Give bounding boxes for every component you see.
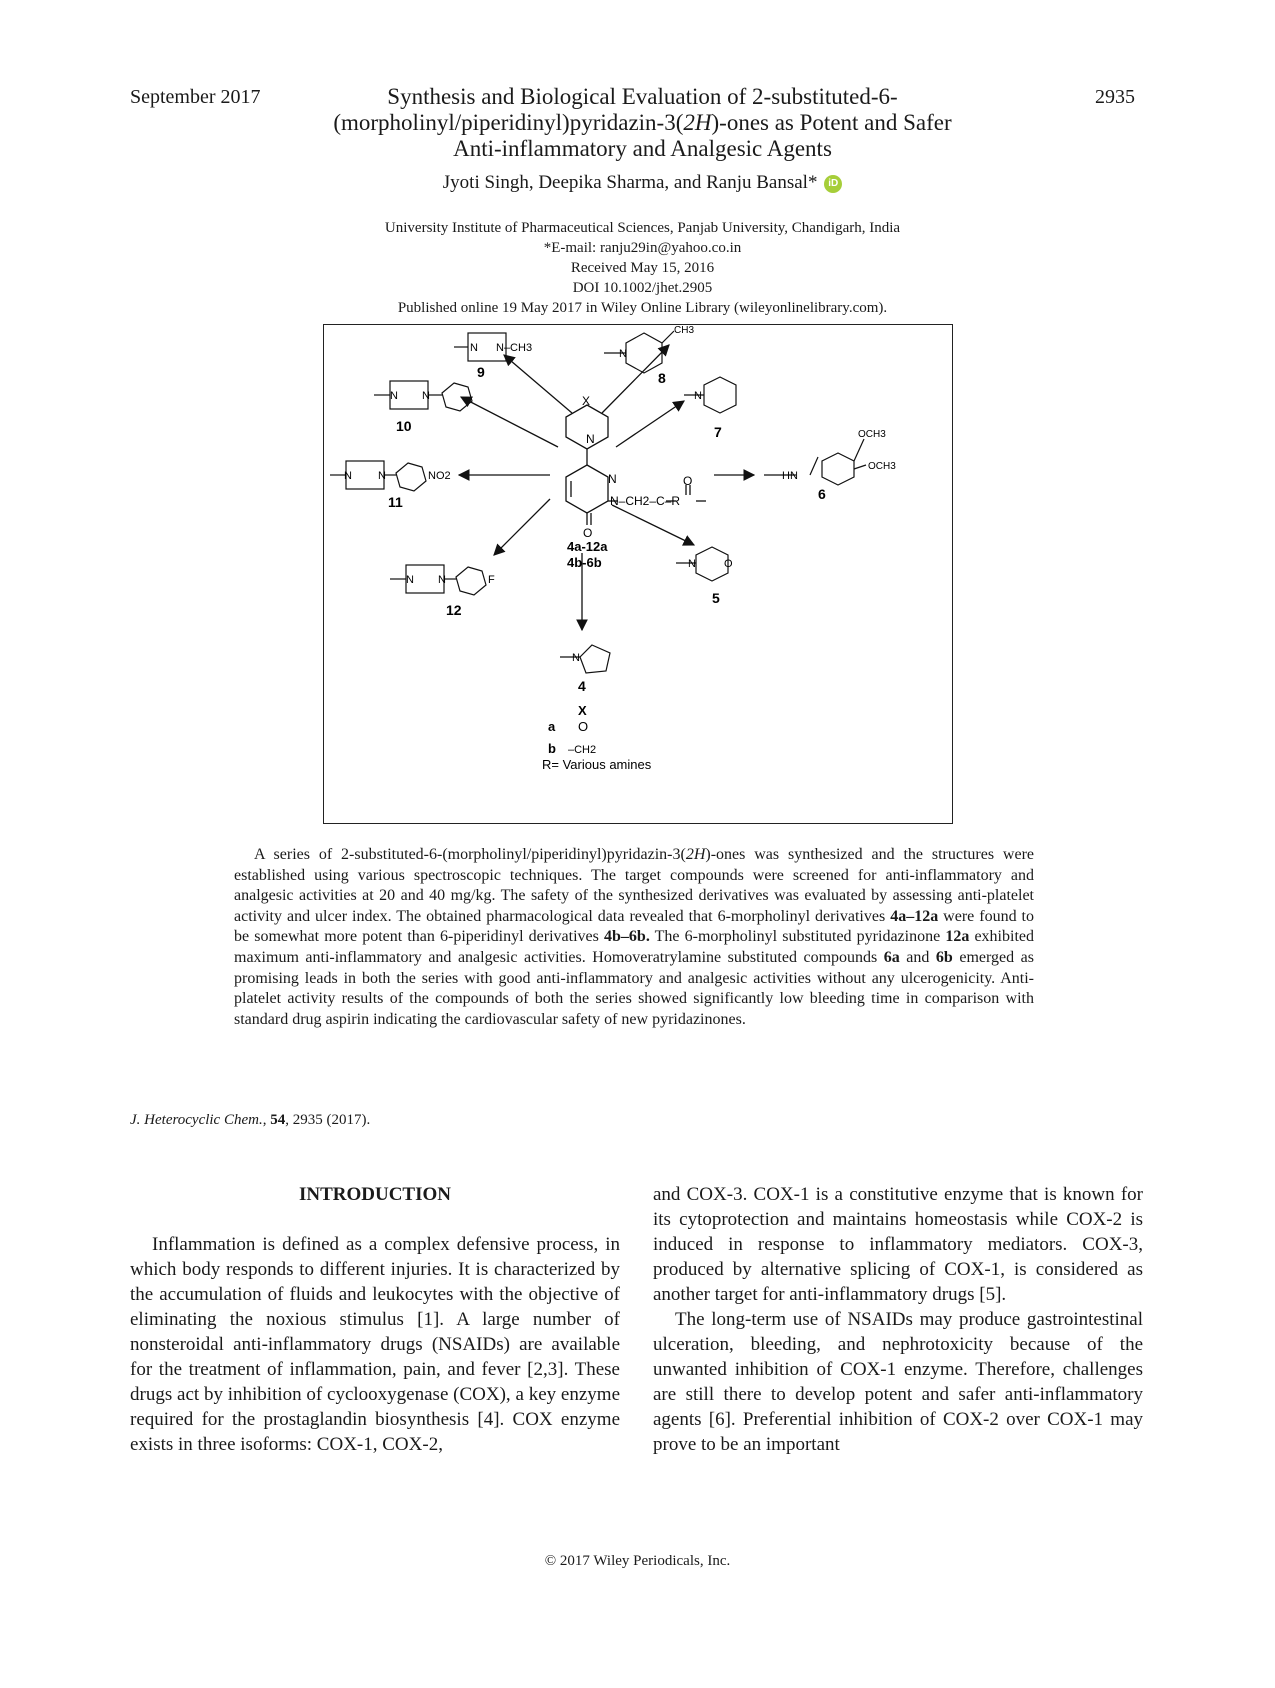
author-list [290, 172, 995, 194]
cmpd-11-n2: N [378, 470, 386, 482]
cmpd-12-n: N [406, 574, 414, 586]
title-line-2a: (morpholinyl/piperidinyl)pyridazin-3( [333, 110, 684, 135]
arrow-to-5 [612, 505, 694, 545]
abstract-seg1: A series of 2-substituted-6-(morpholinyl/piperidinyl)pyridazin-3( [254, 846, 686, 863]
cmpd-5-o: O [724, 558, 733, 570]
doi: DOI 10.1002/jhet.2905 [572, 280, 713, 296]
affiliation: University Institute of Pharmaceutical Sciences, Panjab University, Chandigarh, India [384, 220, 901, 236]
cmpd-6-label: 6 [818, 486, 826, 502]
abstract-seg2: )-ones was synthesized and the structures were established using various spectroscopic techniques. The target compounds were screened for anti-inflammatory and analgesic activities at 20 and 40 mg/kg. The safety of the synthesized derivatives was evaluated by assessing anti-platelet activity and ulcer index. The obtained pharmacological data revealed that 6-morpholinyl derivatives [234, 846, 1034, 925]
core-ring-n: N [586, 432, 595, 446]
core-substituent: N–CH2–C–R [610, 494, 681, 508]
core-label-series-b: 4b-6b [567, 555, 602, 570]
intro-paragraph-1: Inflammation is defined as a complex defensive process, in which body responds to different injuries. It is characterized by the accumulation of fluids and leukocytes with the objective of eliminating the noxious stimulus [1]. A large number of nonsteroidal anti-inflammatory drugs (NSAIDs) are available for the treatment of inflammation, pain, and fever [2,3]. These drugs act by inhibition of cyclooxygenase (COX), a key enzyme required for the prostaglandin biosynthesis [4]. COX enzyme exists in three isoforms: COX-1, COX-2, [130, 1234, 620, 1455]
abstract-seg3: were found to be somewhat more potent than 6-piperidinyl derivatives [234, 907, 1035, 946]
cmpd-10-n2: N [422, 390, 430, 402]
cmpd-4-n: N [572, 652, 580, 664]
abstract-paragraph [234, 845, 1034, 1030]
abstract-italic-2h: 2H [685, 846, 706, 863]
abstract-seg4: The 6-morpholinyl substituted pyridazinone [649, 928, 946, 946]
legend-key-a: a [548, 719, 556, 734]
arrow-to-10 [461, 397, 558, 447]
legend-value-a: O [578, 719, 589, 734]
abstract-bold-12a: 12a [945, 928, 970, 946]
arrow-to-7 [616, 401, 684, 447]
cmpd-8-n: N [619, 348, 627, 360]
core-x-label: X [582, 394, 591, 408]
abstract-bold-4a-12a: 4a–12a [890, 907, 939, 925]
reaction-scheme-figure [323, 324, 953, 824]
title-line-2b: )-ones as Potent and Safer [711, 110, 952, 135]
legend-key-b: b [548, 741, 556, 756]
core-label-series-a: 4a-12a [567, 539, 608, 554]
abstract-bold-4b-6b: 4b–6b. [604, 928, 650, 946]
cmpd-6-och3-a: OCH3 [858, 429, 886, 440]
received-date: Received May 15, 2016 [570, 260, 715, 276]
left-column [130, 1182, 620, 1457]
cmpd-10-label: 10 [396, 418, 412, 434]
legend-header-x: X [578, 703, 587, 718]
arrow-to-12 [494, 499, 550, 555]
publication-date: September 2017 [130, 86, 261, 108]
legend-note: R= Various amines [542, 757, 652, 772]
cmpd-9-nch3: N–CH3 [496, 342, 533, 354]
page-number: 2935 [1095, 86, 1135, 108]
intro-paragraph-2: The long-term use of NSAIDs may produce gastrointestinal ulceration, bleeding, and nephrotoxicity because of the unwanted inhibition of COX-1 enzyme. Therefore, challenges are still there to develop potent and safer anti-inflammatory agents [6]. Preferential inhibition of COX-2 over COX-1 may prove to be an important [653, 1309, 1143, 1455]
abstract [234, 845, 1034, 1030]
core-pyridazinone-ring [566, 465, 608, 513]
abstract-bold-6a: 6a [883, 948, 900, 966]
title-italic-2h: 2H [683, 110, 712, 135]
citation-rest: , 2935 (2017). [285, 1112, 371, 1128]
cmpd-11-label: 11 [388, 494, 403, 510]
cmpd-8-ch3: CH3 [674, 325, 695, 336]
abstract-seg6: and [899, 948, 936, 966]
cmpd-7-label: 7 [714, 424, 722, 440]
title-line-1: Synthesis and Biological Evaluation of 2-substituted-6- [387, 84, 898, 109]
journal-citation [130, 1112, 370, 1129]
cmpd-10-n: N [390, 390, 398, 402]
published-note: Published online 19 May 2017 in Wiley Online Library (wileyonlinelibrary.com). [397, 300, 888, 316]
cmpd-5-label: 5 [712, 590, 720, 606]
abstract-bold-6b: 6b [935, 948, 953, 966]
legend-value-b: –CH2 [568, 744, 597, 756]
citation-journal: J. Heterocyclic Chem. [130, 1112, 263, 1128]
core-ring-n2: N [608, 472, 617, 486]
right-column [653, 1182, 1143, 1457]
abstract-seg5: exhibited maximum anti-inflammatory and analgesic activities. Homoveratrylamine substituted compounds [234, 928, 1034, 966]
cmpd-8-label: 8 [658, 370, 666, 386]
arrow-to-9 [504, 355, 572, 413]
article-title [290, 84, 995, 162]
scheme-svg [324, 325, 954, 825]
cmpd-4-label: 4 [578, 678, 586, 694]
cmpd-12-f: F [488, 574, 495, 586]
cmpd-11-no2: NO2 [428, 470, 451, 482]
cmpd-12-n2: N [438, 574, 446, 586]
copyright-footer: © 2017 Wiley Periodicals, Inc. [544, 1553, 731, 1569]
cmpd-9-label: 9 [477, 364, 485, 380]
cmpd-7-n: N [694, 390, 702, 402]
cmpd-6-och3-b: OCH3 [868, 461, 896, 472]
affiliation-block [290, 218, 995, 318]
cmpd-11-n: N [344, 470, 352, 482]
authors-text: Jyoti Singh, Deepika Sharma, and Ranju Bansal* [442, 172, 818, 193]
cmpd-9-n: N [470, 342, 478, 354]
intro-paragraph-1-cont: and COX-3. COX-1 is a constitutive enzyme that is known for its cytoprotection and maintains homeostasis while COX-2 is induced in response to inflammatory mediators. COX-3, produced by alternative splicing of COX-1, is considered as another target for anti-inflammatory drugs [5]. [653, 1184, 1143, 1305]
core-carbonyl-o: O [683, 474, 693, 488]
cmpd-12-label: 12 [446, 602, 462, 618]
title-line-3: Anti-inflammatory and Analgesic Agents [453, 136, 832, 161]
abstract-seg7: emerged as promising leads in both the series with good anti-inflammatory and analgesic activities without any ulcerogenicity. Anti-platelet activity results of the compounds of both the series showed significantly low bleeding time in comparison with standard drug aspirin indicating the cardiovascular safety of new pyridazinones. [234, 948, 1034, 1028]
cmpd-5-n: N [688, 558, 696, 570]
corresponding-email: *E-mail: ranju29in@yahoo.co.in [543, 240, 742, 256]
citation-volume: 54 [270, 1112, 286, 1128]
citation-sep: , [262, 1112, 271, 1128]
section-heading-introduction: INTRODUCTION [298, 1184, 452, 1205]
cmpd-6-hn: HN [782, 470, 798, 482]
core-ring-o: O [583, 526, 593, 540]
orcid-icon[interactable]: iD [824, 175, 842, 193]
